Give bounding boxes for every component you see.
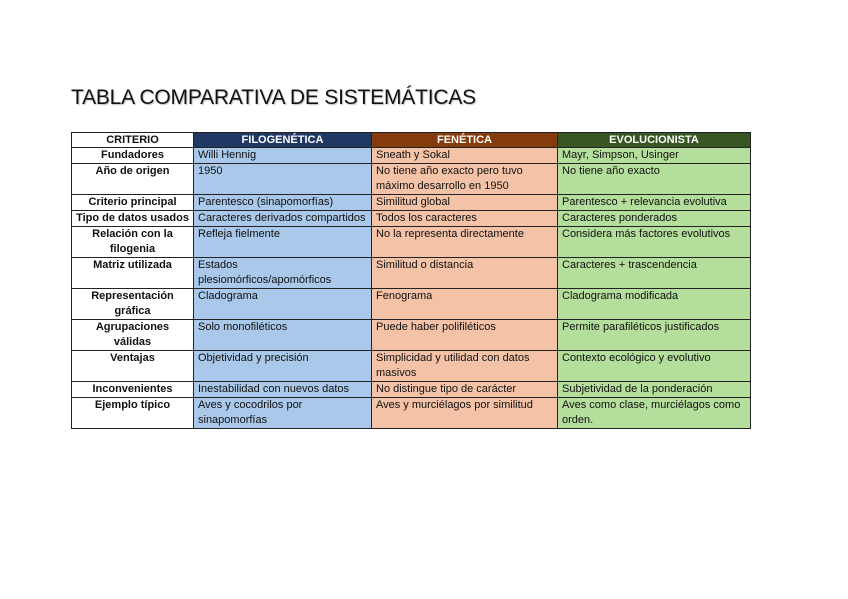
cell-criterio: Año de origen bbox=[72, 164, 194, 195]
cell-criterio: Tipo de datos usados bbox=[72, 211, 194, 227]
cell-fenetica: Fenograma bbox=[372, 289, 558, 320]
page-title: TABLA COMPARATIVA DE SISTEMÁTICAS bbox=[71, 86, 476, 109]
cell-criterio: Criterio principal bbox=[72, 195, 194, 211]
cell-filogenetica: Inestabilidad con nuevos datos bbox=[194, 382, 372, 398]
cell-evolucionista: Subjetividad de la ponderación bbox=[558, 382, 751, 398]
cell-fenetica: Similitud global bbox=[372, 195, 558, 211]
cell-filogenetica: Estados plesiomórficos/apomórficos bbox=[194, 258, 372, 289]
cell-filogenetica: Objetividad y precisión bbox=[194, 351, 372, 382]
table-row bbox=[72, 148, 751, 164]
table-row bbox=[72, 382, 751, 398]
cell-evolucionista: No tiene año exacto bbox=[558, 164, 751, 195]
cell-criterio: Matriz utilizada bbox=[72, 258, 194, 289]
cell-criterio: Agrupaciones válidas bbox=[72, 320, 194, 351]
cell-filogenetica: Caracteres derivados compartidos bbox=[194, 211, 372, 227]
cell-fenetica: Similitud o distancia bbox=[372, 258, 558, 289]
cell-evolucionista: Caracteres ponderados bbox=[558, 211, 751, 227]
table-row bbox=[72, 164, 751, 195]
table-row bbox=[72, 320, 751, 351]
cell-filogenetica: Aves y cocodrilos por sinapomorfías bbox=[194, 398, 372, 429]
table-row bbox=[72, 351, 751, 382]
cell-evolucionista: Cladograma modificada bbox=[558, 289, 751, 320]
cell-evolucionista: Aves como clase, murciélagos como orden. bbox=[558, 398, 751, 429]
cell-filogenetica: 1950 bbox=[194, 164, 372, 195]
table-row bbox=[72, 398, 751, 429]
cell-fenetica: Puede haber polifiléticos bbox=[372, 320, 558, 351]
table-row bbox=[72, 195, 751, 211]
cell-filogenetica: Refleja fielmente bbox=[194, 227, 372, 258]
header-fenetica: FENÉTICA bbox=[372, 133, 558, 148]
cell-evolucionista: Permite parafiléticos justificados bbox=[558, 320, 751, 351]
table-row bbox=[72, 211, 751, 227]
table-row bbox=[72, 227, 751, 258]
cell-filogenetica: Parentesco (sinapomorfías) bbox=[194, 195, 372, 211]
comparison-table bbox=[71, 132, 751, 429]
cell-evolucionista: Considera más factores evolutivos bbox=[558, 227, 751, 258]
cell-criterio: Inconvenientes bbox=[72, 382, 194, 398]
cell-fenetica: No distingue tipo de carácter bbox=[372, 382, 558, 398]
cell-fenetica: No tiene año exacto pero tuvo máximo desarrollo en 1950 bbox=[372, 164, 558, 195]
cell-filogenetica: Willi Hennig bbox=[194, 148, 372, 164]
cell-fenetica: Aves y murciélagos por similitud bbox=[372, 398, 558, 429]
cell-criterio: Ventajas bbox=[72, 351, 194, 382]
cell-fenetica: Sneath y Sokal bbox=[372, 148, 558, 164]
cell-filogenetica: Solo monofiléticos bbox=[194, 320, 372, 351]
table-header-row bbox=[72, 133, 751, 148]
cell-criterio: Ejemplo típico bbox=[72, 398, 194, 429]
cell-evolucionista: Parentesco + relevancia evolutiva bbox=[558, 195, 751, 211]
cell-fenetica: Simplicidad y utilidad con datos masivos bbox=[372, 351, 558, 382]
header-evolucionista: EVOLUCIONISTA bbox=[558, 133, 751, 148]
cell-criterio: Fundadores bbox=[72, 148, 194, 164]
cell-evolucionista: Caracteres + trascendencia bbox=[558, 258, 751, 289]
table-row bbox=[72, 258, 751, 289]
cell-filogenetica: Cladograma bbox=[194, 289, 372, 320]
header-filogenetica: FILOGENÉTICA bbox=[194, 133, 372, 148]
cell-criterio: Relación con la filogenia bbox=[72, 227, 194, 258]
cell-criterio: Representación gráfica bbox=[72, 289, 194, 320]
cell-fenetica: No la representa directamente bbox=[372, 227, 558, 258]
table-row bbox=[72, 289, 751, 320]
cell-fenetica: Todos los caracteres bbox=[372, 211, 558, 227]
cell-evolucionista: Contexto ecológico y evolutivo bbox=[558, 351, 751, 382]
header-criterio: CRITERIO bbox=[72, 133, 194, 148]
cell-evolucionista: Mayr, Simpson, Usinger bbox=[558, 148, 751, 164]
